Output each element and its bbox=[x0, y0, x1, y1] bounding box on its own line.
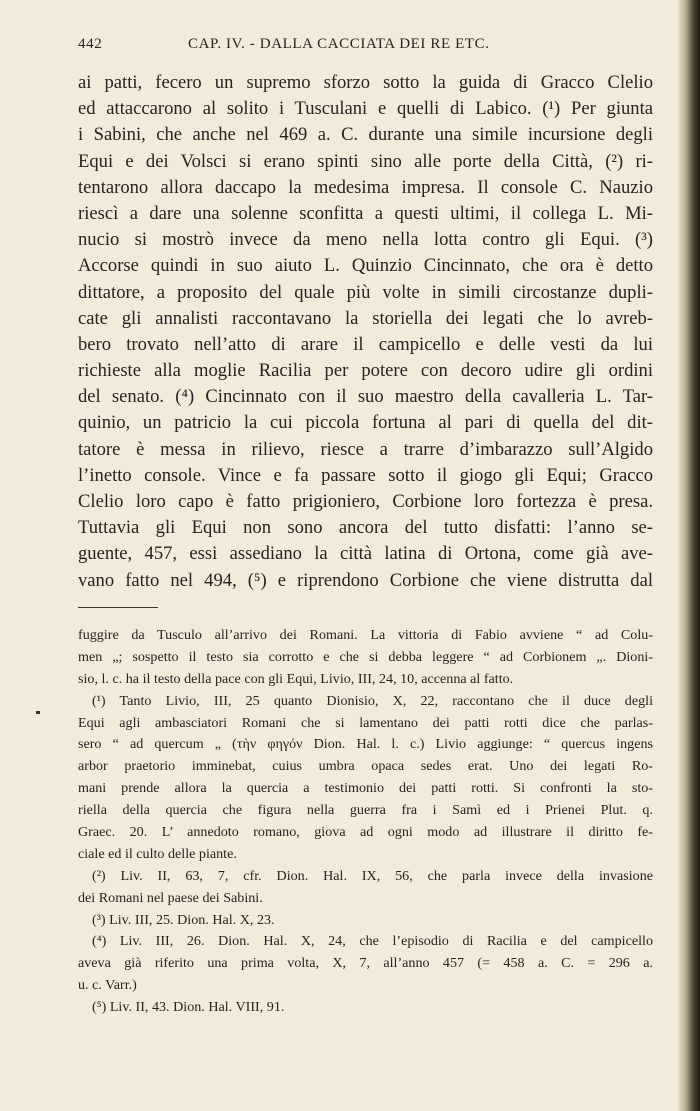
page-number: 442 bbox=[78, 36, 103, 52]
footnote-line: mani prende allora la quercia a testimonio dei patti rotti. Si confronti la sto- bbox=[78, 780, 653, 797]
footnote-line: (⁵) Liv. II, 43. Dion. Hal. VIII, 91. bbox=[92, 999, 285, 1016]
body-line: vano fatto nel 494, (⁵) e riprendono Corbione che viene distrutta dal bbox=[78, 569, 653, 591]
body-line: Equi e dei Volsci si erano spinti sino alle porte della Città, (²) ri- bbox=[78, 150, 653, 172]
footnote-line: men „; sospetto il testo sia corrotto e che si debba leggere “ ad Corbionem „. Dioni- bbox=[78, 648, 653, 665]
footnote-line: Graec. 20. L’ annedoto romano, giova ad ogni modo ad illustrare il diritto fe- bbox=[78, 824, 653, 841]
footnote-line: arbor praetorio imminebat, cuius umbra opaca sedes erat. Uno dei legati Ro- bbox=[78, 758, 653, 775]
body-line: bero trovato nell’atto di arare il campicello e delle vesti da lui bbox=[78, 333, 653, 355]
page-edge-shadow bbox=[678, 0, 700, 1111]
body-line: ai patti, fecero un supremo sforzo sotto la guida di Gracco Clelio bbox=[78, 72, 653, 93]
body-line: cate gli annalisti raccontavano la storiella dei legati che lo avreb- bbox=[78, 307, 653, 329]
footnotes bbox=[78, 625, 653, 1019]
body-line: dittatore, a proposito del quale più volte in simili circostanze dupli- bbox=[78, 281, 653, 303]
body-line: del senato. (⁴) Cincinnato con il suo maestro della cavalleria L. Tar- bbox=[78, 386, 653, 408]
body-line: guente, 457, essi assediano la città latina di Ortona, come già ave- bbox=[78, 543, 653, 565]
footnote-line: (³) Liv. III, 25. Dion. Hal. X, 23. bbox=[92, 911, 275, 928]
body-line: quinio, un patricio la cui piccola fortuna al pari di quella del dit- bbox=[78, 412, 653, 434]
footnote-line: (¹) Tanto Livio, III, 25 quanto Dionisio, X, 22, raccontano che il duce degli bbox=[92, 692, 653, 709]
footnote-separator bbox=[78, 607, 158, 608]
body-line: l’inetto console. Vince e fa passare sotto il giogo gli Equi; Gracco bbox=[78, 464, 653, 486]
body-line: ed attaccarono al solito i Tusculani e quelli di Labico. (¹) Per giunta bbox=[78, 98, 653, 120]
running-header bbox=[78, 36, 668, 56]
body-line: Tuttavia gli Equi non sono ancora del tutto disfatti: l’anno se- bbox=[78, 517, 653, 539]
footnote-line: u. c. Varr.) bbox=[78, 977, 137, 994]
main-text bbox=[78, 70, 653, 594]
footnote-line: sero “ ad quercum „ (τὴν φηγόν Dion. Hal. l. c.) Livio aggiunge: “ quercus ingens bbox=[78, 736, 653, 753]
footnote-line: riella della quercia che figura nella guerra fra i Samì ed i Prienei Plut. q. bbox=[78, 802, 653, 819]
footnote-line: Equi agli ambasciatori Romani che si lamentano dei patti rotti dice che parlas- bbox=[78, 714, 653, 731]
running-title: CAP. IV. - DALLA CACCIATA DEI RE ETC. bbox=[188, 36, 490, 52]
body-line: tentarono allora daccapo la medesima impresa. Il console C. Nauzio bbox=[78, 176, 653, 198]
footnote-line: aveva già riferito una prima volta, X, 7, all’anno 457 (= 458 a. C. = 296 a. bbox=[78, 955, 653, 972]
footnote-line: dei Romani nel paese dei Sabini. bbox=[78, 889, 263, 906]
body-line: i Sabini, che anche nel 469 a. C. durante una simile incursione degli bbox=[78, 124, 653, 146]
margin-mark bbox=[36, 711, 40, 714]
footnote-line: ciale ed il culto delle piante. bbox=[78, 845, 237, 862]
footnote-line: (²) Liv. II, 63, 7, cfr. Dion. Hal. IX, 56, che parla invece della invasione bbox=[92, 867, 653, 884]
body-line: Clelio loro capo è fatto prigioniero, Corbione loro fortezza è presa. bbox=[78, 491, 653, 512]
body-line: nucio si mostrò invece da meno nella lotta contro gli Equi. (³) bbox=[78, 229, 653, 251]
footnote-line: fuggire da Tusculo all’arrivo dei Romani. La vittoria di Fabio avviene “ ad Colu- bbox=[78, 627, 653, 643]
body-line: tatore è messa in rilievo, riesce a trarre d’imbarazzo sull’Algido bbox=[78, 438, 653, 460]
footnote-line: sio, l. c. ha il testo della pace con gli Equi, Livio, III, 24, 10, accenna al fatto. bbox=[78, 670, 514, 687]
body-line: riescì a dare una solenne sconfitta a questi ultimi, il collega L. Mi- bbox=[78, 202, 653, 224]
body-line: richieste alla moglie Racilia per potere con decoro udire gli ordini bbox=[78, 360, 653, 382]
body-line: Accorse quindi in suo aiuto L. Quinzio Cincinnato, che ora è detto bbox=[78, 255, 653, 277]
footnote-line: (⁴) Liv. III, 26. Dion. Hal. X, 24, che l’episodio di Racilia e del campicello bbox=[92, 933, 653, 950]
